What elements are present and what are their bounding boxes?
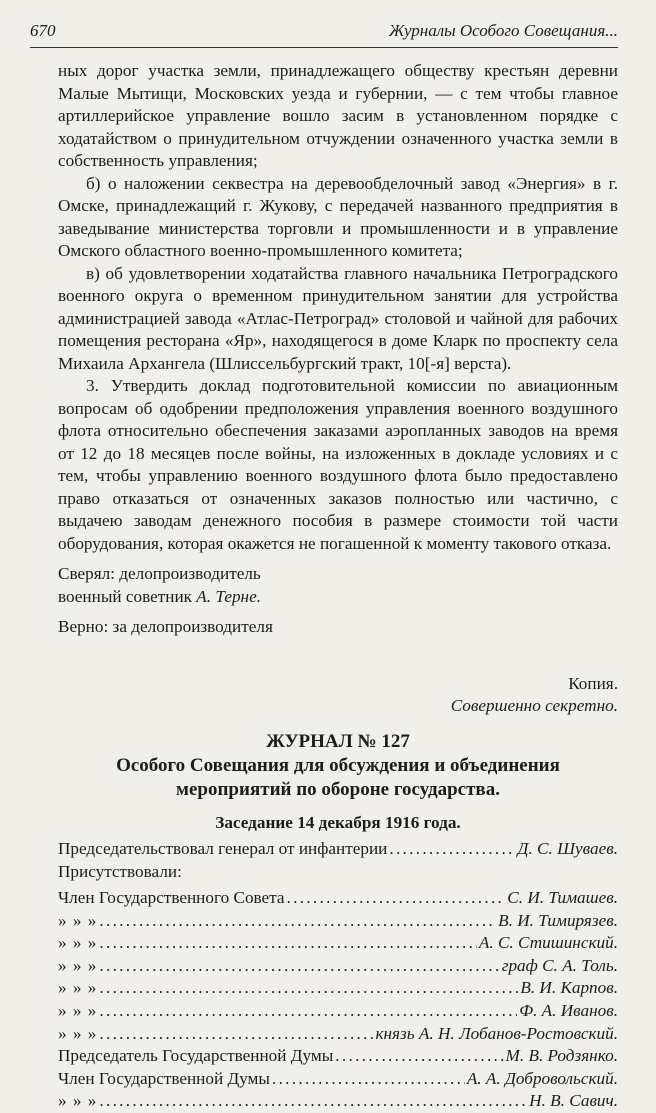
paragraph-item-b: б) о наложении секвестра на деревообделочный завод «Энергия» в г. Омске, принадлежащий г. Жукову, с передачей названного предприятия в заведывание министерства торговли и промышленности и в управление Омского областного военно-промышленного комитета;: [58, 173, 618, 260]
journal-title: ЖУРНАЛ № 127: [266, 730, 410, 752]
attendee-name: С. И. Тимашев.: [507, 888, 618, 908]
attendee-name: Н. В. Савич.: [529, 1091, 618, 1111]
attendee-row: [58, 1090, 618, 1113]
attendee-title: » » »: [58, 1023, 98, 1043]
attendee-name: Ф. А. Иванов.: [519, 1001, 618, 1021]
chair-label: Председательствовал генерал от инфантерии: [58, 839, 388, 858]
attendee-name: А. С. Стишинский.: [478, 933, 618, 953]
checked-by-name: А. Терне.: [196, 586, 262, 606]
true-copy-line: Верно: за делопроизводителя: [58, 617, 273, 636]
leader-dots: [99, 977, 518, 1000]
paragraph-continuation: ных дорог участка земли, принадлежащего обществу крестьян деревни Малые Мытищи, Московских уезда и губернии, — с тем чтобы главное артиллерийское управление вошло засим в установленном порядке с ходатайством о принудительном отчуждении означенного участка земли в собственность управления;: [58, 61, 618, 170]
attendee-name: граф С. А. Толь.: [501, 955, 618, 975]
chair-row: [58, 838, 618, 861]
attendee-title: Председатель Государственной Думы: [58, 1046, 334, 1066]
attendee-row: [58, 887, 618, 910]
attendee-list: [58, 887, 618, 1113]
running-title: Журналы Особого Совещания...: [388, 21, 618, 40]
attendee-title: » » »: [58, 978, 98, 998]
leader-dots: [99, 1000, 517, 1023]
signoff-block: [58, 563, 618, 639]
attendee-name: В. И. Карпов.: [520, 978, 618, 998]
paragraph-item-3: 3. Утвердить доклад подготовительной комиссии по авиационным вопросам об одобрении предположения управления военного воздушного флота относительно обеспечения заказами аэропланных заводов на время от 12 до 18 месяцев после войны, на изложенных в докладе условиях и с тем, чтобы управлению военного воздушного флота было предоставлено право отказаться от означенных заказов полностью или частично, с выдачею заводам денежного пособия в размере стоимости той части оборудования, которая окажется не погашенной к моменту такового отказа.: [58, 376, 618, 553]
attendee-row: [58, 1000, 618, 1023]
attendee-title: » » »: [58, 933, 98, 953]
checked-by-role: военный советник: [58, 586, 192, 606]
attendee-name: князь А. Н. Лобанов-Ростовский.: [375, 1023, 618, 1043]
leader-dots: [99, 1023, 373, 1046]
attendee-row: [58, 932, 618, 955]
present-label: Присутствовали:: [58, 861, 182, 881]
checked-by-role-line: [58, 586, 618, 609]
attendee-row: [58, 1045, 618, 1068]
journal-subtitle-2: мероприятий по обороне государства.: [176, 778, 500, 800]
leader-dots: [99, 955, 499, 978]
paragraph-item-v: в) об удовлетворении ходатайства главного начальника Петроградского военного округа о временном принудительном занятии для устройства администрацией завода «Атлас-Петроград» столовой и чайной для рабочих помещения ресторана «Яр», находящегося в доме Кларк по проспекту села Михаила Архангела (Шлиссельбургский тракт, 10[-я] верста).: [58, 263, 618, 373]
leader-dots: [99, 932, 477, 955]
leader-dots: [335, 1045, 503, 1068]
attendee-row: [58, 910, 618, 933]
session-date: Заседание 14 декабря 1916 года.: [215, 812, 461, 832]
leader-dots: [287, 887, 506, 910]
attendee-name: А. А. Добровольский.: [466, 1068, 618, 1088]
attendee-title: Член Государственной Думы: [58, 1068, 270, 1088]
leader-dots: [99, 1090, 527, 1113]
running-header: [30, 14, 618, 48]
attendee-title: » » »: [58, 955, 98, 975]
leader-dots: [99, 910, 496, 933]
attendee-title: » » »: [58, 910, 98, 930]
attendee-row: [58, 1023, 618, 1046]
checked-by-line: Сверял: делопроизводитель: [58, 564, 261, 583]
attendee-title: » » »: [58, 1091, 98, 1111]
attendee-name: М. В. Родзянко.: [505, 1046, 618, 1066]
attendee-row: [58, 955, 618, 978]
leader-dots: [272, 1068, 465, 1091]
page-body: [58, 60, 618, 1113]
attendee-title: Член Государственного Совета: [58, 888, 285, 908]
chair-name: Д. С. Шуваев.: [517, 839, 618, 858]
copy-mark: Копия.: [568, 673, 618, 693]
leader-dots: [389, 838, 515, 861]
attendee-row: [58, 1068, 618, 1091]
attendee-title: » » »: [58, 1001, 98, 1021]
attendee-name: В. И. Тимирязев.: [498, 910, 618, 930]
secret-mark: Совершенно секретно.: [450, 696, 618, 715]
page-number: 670: [30, 21, 56, 40]
journal-subtitle-1: Особого Совещания для обсуждения и объединения: [116, 754, 560, 776]
attendee-row: [58, 977, 618, 1000]
